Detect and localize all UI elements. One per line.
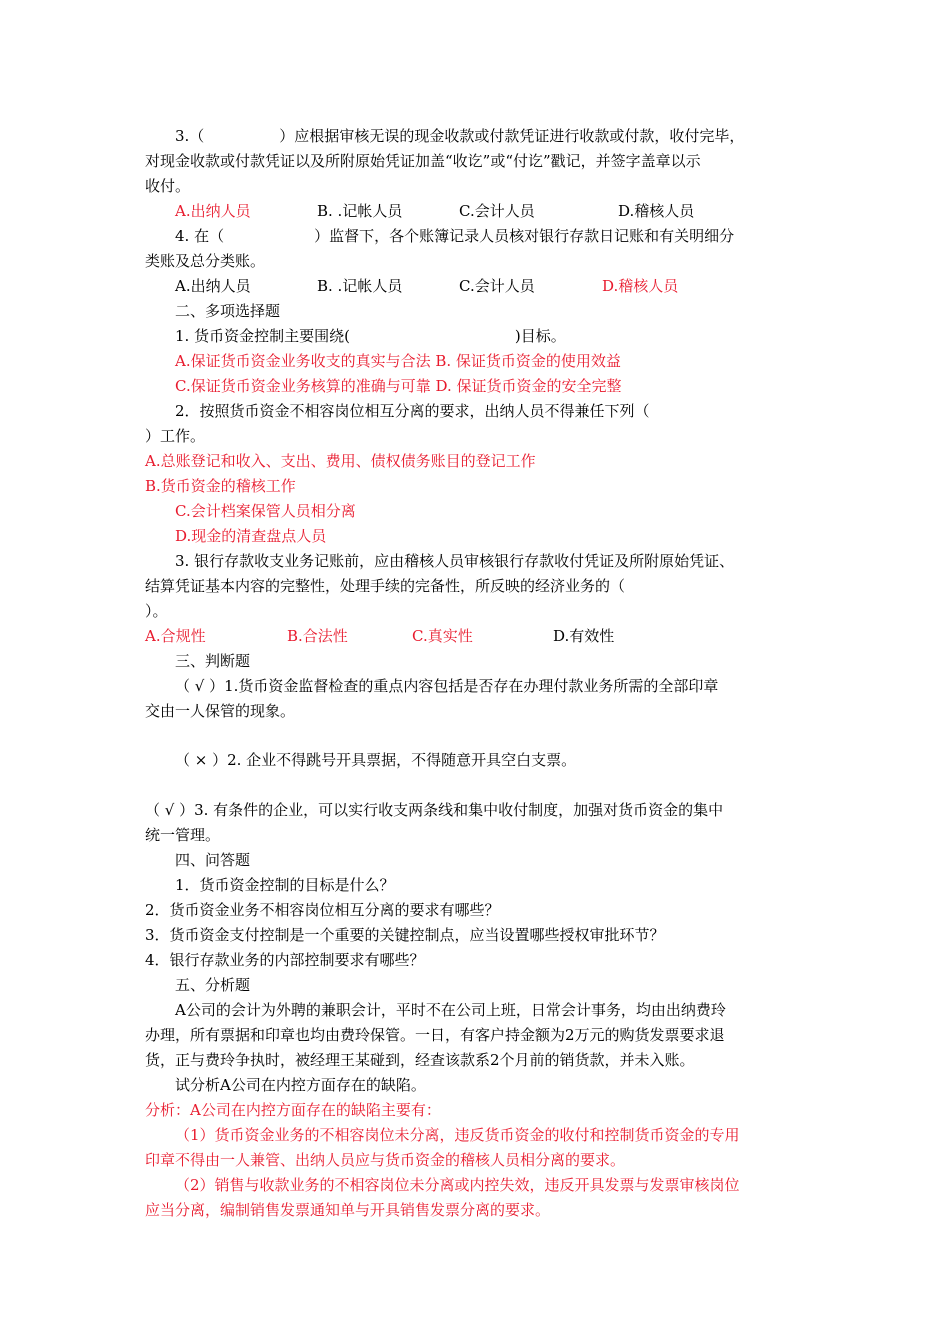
analysis-point1-line1: （1）货币资金业务的不相容岗位未分离，违反货币资金的收付和控制货币资金的专用 — [175, 1126, 740, 1144]
judge3-line2: 统一管理。 — [145, 826, 221, 844]
judge1-line2: 交由一人保管的现象。 — [145, 702, 296, 720]
essay-q1: 1．货币资金控制的目标是什么？ — [175, 876, 395, 894]
s2-q1-answer-line2: C.保证货币资金业务核算的准确与可靠 D. 保证货币资金的安全完整 — [175, 377, 622, 395]
q3-stem-line1: 3.（ ）应根据审核无误的现金收款或付款凭证进行收款或付款，收付完毕， — [175, 127, 745, 145]
section3-title: 三、判断题 — [175, 652, 251, 670]
section4-title: 四、问答题 — [175, 851, 251, 869]
s2-q2-stem-line2: ）工作。 — [145, 427, 206, 445]
analysis-point2-line1: （2）销售与收款业务的不相容岗位未分离或内控失效，违反开具发票与发票审核岗位 — [175, 1176, 740, 1194]
section5-title: 五、分析题 — [175, 976, 251, 994]
q4-stem-line2: 类账及总分类账。 — [145, 252, 266, 270]
s2-q2-option-a: A.总账登记和收入、支出、费用、债权债务账目的登记工作 — [145, 452, 536, 470]
q3-option-c: C.会计人员 — [459, 202, 535, 220]
essay-q2: 2．货币资金业务不相容岗位相互分离的要求有哪些？ — [145, 901, 500, 919]
essay-q4: 4．银行存款业务的内部控制要求有哪些？ — [145, 951, 425, 969]
section2-title: 二、多项选择题 — [175, 302, 281, 320]
q3-option-d: D.稽核人员 — [618, 202, 695, 220]
s2-q3-option-d: D.有效性 — [553, 627, 615, 645]
case-line2: 办理，所有票据和印章也均由费玲保管。一日，有客户持金额为2万元的购货发票要求退 — [145, 1026, 725, 1044]
q4-stem-line1: 4. 在（ ）监督下，各个账簿记录人员核对银行存款日记账和有关明细分 — [175, 227, 735, 245]
s2-q3-stem-line1: 3. 银行存款收支业务记账前，应由稽核人员审核银行存款收付凭证及所附原始凭证、 — [175, 552, 735, 570]
case-line1: A公司的会计为外聘的兼职会计，平时不在公司上班，日常会计事务，均由出纳费玲 — [175, 1001, 726, 1019]
analysis-point1-line2: 印章不得由一人兼管、出纳人员应与货币资金的稽核人员相分离的要求。 — [145, 1151, 626, 1169]
s2-q1-stem: 1. 货币资金控制主要围绕( )目标。 — [175, 327, 566, 345]
judge3-line1: （ √ ）3. 有条件的企业，可以实行收支两条线和集中收付制度，加强对货币资金的集中 — [145, 801, 724, 819]
q3-stem-line2: 对现金收款或付款凭证以及所附原始凭证加盖“收讫”或“付讫”戳记，并签字盖章以示 — [145, 152, 701, 170]
s2-q3-stem-line2: 结算凭证基本内容的完整性，处理手续的完备性，所反映的经济业务的（ — [145, 577, 626, 595]
q4-option-a: A.出纳人员 — [175, 277, 251, 295]
s2-q3-option-a: A.合规性 — [145, 627, 206, 645]
s2-q3-option-b: B.合法性 — [287, 627, 348, 645]
judge2: （ × ）2. 企业不得跳号开具票据，不得随意开具空白支票。 — [175, 751, 577, 769]
s2-q1-answer-line1: A.保证货币资金业务收支的真实与合法 B. 保证货币资金的使用效益 — [175, 352, 621, 370]
s2-q3-option-c: C.真实性 — [412, 627, 473, 645]
q4-option-c: C.会计人员 — [459, 277, 535, 295]
analysis-point2-line2: 应当分离，编制销售发票通知单与开具销售发票分离的要求。 — [145, 1201, 551, 1219]
q3-option-b: B. .记帐人员 — [317, 202, 403, 220]
essay-q3: 3．货币资金支付控制是一个重要的关键控制点，应当设置哪些授权审批环节？ — [145, 926, 665, 944]
judge1-line1: （ √ ）1.货币资金监督检查的重点内容包括是否存在办理付款业务所需的全部印章 — [175, 677, 719, 695]
q3-stem-line3: 收付。 — [145, 177, 191, 195]
s2-q2-option-d: D.现金的清查盘点人员 — [175, 527, 327, 545]
q4-option-b: B. .记帐人员 — [317, 277, 403, 295]
q3-option-a: A.出纳人员 — [175, 202, 251, 220]
s2-q2-option-b: B.货币资金的稽核工作 — [145, 477, 296, 495]
q4-option-d: D.稽核人员 — [602, 277, 679, 295]
s2-q3-stem-line3: ）。 — [145, 602, 168, 620]
s2-q2-option-c: C.会计档案保管人员相分离 — [175, 502, 356, 520]
analysis-heading: 分析：A公司在内控方面存在的缺陷主要有： — [145, 1101, 441, 1119]
s2-q2-stem-line1: 2．按照货币资金不相容岗位相互分离的要求，出纳人员不得兼任下列（ — [175, 402, 650, 420]
case-question: 试分析A公司在内控方面存在的缺陷。 — [175, 1076, 426, 1094]
case-line3: 货，正与费玲争执时，被经理王某碰到，经查该款系2个月前的销货款，并未入账。 — [145, 1051, 695, 1069]
